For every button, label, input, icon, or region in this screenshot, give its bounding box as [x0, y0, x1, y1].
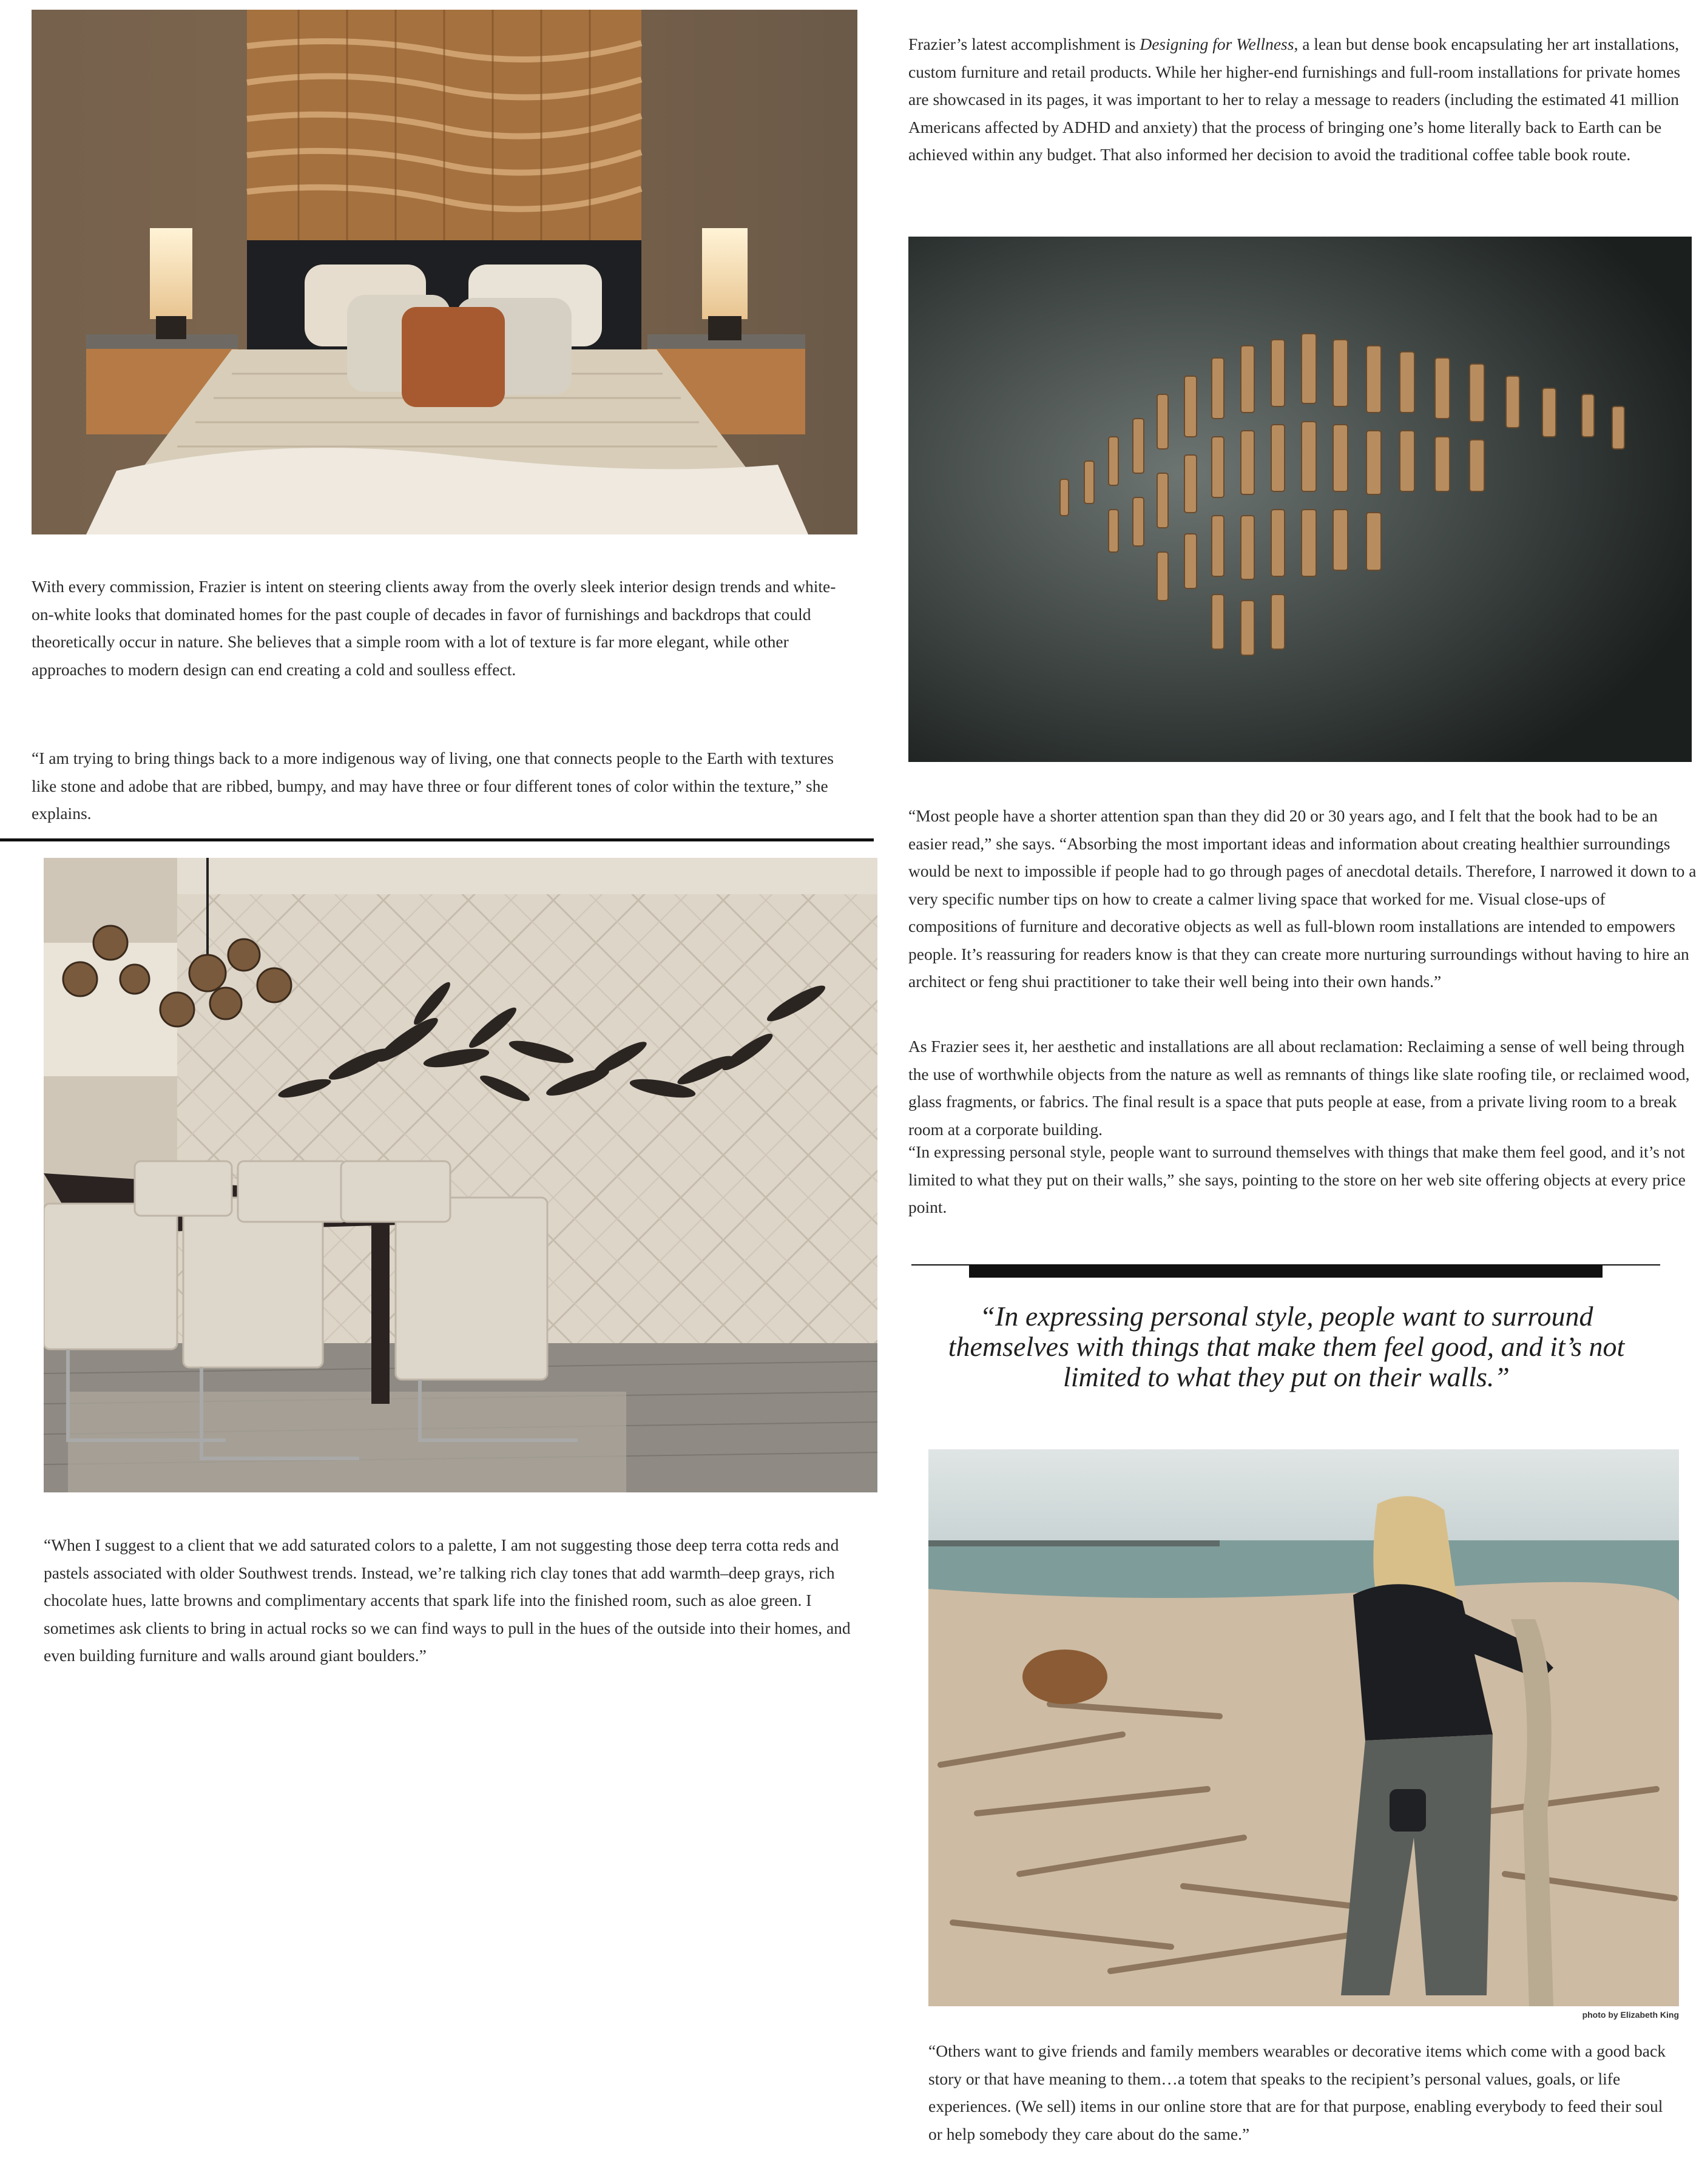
intro-text-before: Frazier’s latest accomplishment is	[908, 35, 1140, 53]
pullquote-bar	[969, 1264, 1603, 1278]
left-paragraph-2: “I am trying to bring things back to a more indigenous way of living, one that connects people to the Earth with textures like stone and adobe that are ribbed, bumpy, and may have three or four different tones of color within the texture,” she explains.	[32, 749, 834, 823]
wall-sculpture-photo	[908, 237, 1692, 762]
section-divider-left	[0, 838, 874, 841]
dining-room-photo	[44, 858, 877, 1492]
left-paragraph-1: With every commission, Frazier is intent on steering clients away from the overly sleek interior design trends and white-on-white looks that dominated homes for the past couple of decades in favor of furnishings and backdrops that could theoretically occur in nature. She believes that a simple room with a lot of texture is far more elegant, while other approaches to modern design can end creating a cold and soulless effect.	[32, 577, 836, 679]
bedroom-photo	[32, 10, 857, 534]
beach-portrait-photo	[928, 1449, 1679, 2006]
right-paragraph-3: As Frazier sees it, her aesthetic and installations are all about reclamation: Reclaiming a sense of well being through the use of worthwhile objects from the nature as well as remnants of things like slate roofing tile, or reclaimed wood, glass fragments, or fabrics. The final result is a space that puts people at ease, from a private living room to a break room at a corporate building.	[908, 1037, 1690, 1139]
right-paragraph-1	[908, 30, 1697, 169]
right-paragraph-2: “Most people have a shorter attention span than they did 20 or 30 years ago, and I felt that the book had to be an easier read,” she says. “Absorbing the most important ideas and information about creating healthier surroundings would be next to impossible if people had to go through pages of anecdotal details. Therefore, I narrowed it down to a very specific number tips on how to create a calmer living space that worked for me. Visual close-ups of compositions of furniture and decorative objects as well as full-blown room installations are intended to empowers people. It’s reassuring for readers know is that they can create more nurturing surroundings without having to hire an architect or feng shui practitioner to take their well being into their own hands.”	[908, 806, 1697, 991]
right-paragraph-4: “In expressing personal style, people want to surround themselves with things that make them feel good, and it’s not limited to what they put on their walls,” she says, pointing to the store on her web site offering objects at every price point.	[908, 1142, 1686, 1216]
pullquote: “In expressing personal style, people want to surround themselves with things that make them feel good, and it’s not limited to what they put on their walls.”	[948, 1301, 1625, 1392]
right-paragraph-5: “Others want to give friends and family members wearables or decorative items which come with a good back story or that have meaning to them…a totem that speaks to the recipient’s personal values, goals, or life experiences. (We sell) items in our online store that are for that purpose, enabling everybody to feed their soul or help somebody they care about do the same.”	[928, 2041, 1666, 2143]
book-title: Designing for Wellness	[1140, 35, 1294, 53]
intro-text-after: , a lean but dense book encapsulating her art installations, custom furniture and retail products. While her higher-end furnishings and full-room installations for private homes are showcased in its pages, it was important to her to relay a message to readers (including the estimated 41 million Americans affected by ADHD and anxiety) that the process of bringing one’s home literally back to Earth can be achieved within any budget. That also informed her decision to avoid the traditional coffee table book route.	[908, 35, 1681, 164]
left-paragraph-3: “When I suggest to a client that we add saturated colors to a palette, I am not suggesting those deep terra cotta reds and pastels associated with older Southwest trends. Instead, we’re talking rich clay tones that add warmth–deep grays, rich chocolate hues, latte browns and complimentary accents that spark life into the finished room, such as aloe green. I sometimes ask clients to bring in actual rocks so we can find ways to pull in the hues of the outside into their homes, and even building furniture and walls around giant boulders.”	[44, 1535, 851, 1665]
photo-credit: photo by Elizabeth King	[1582, 2010, 1679, 2020]
